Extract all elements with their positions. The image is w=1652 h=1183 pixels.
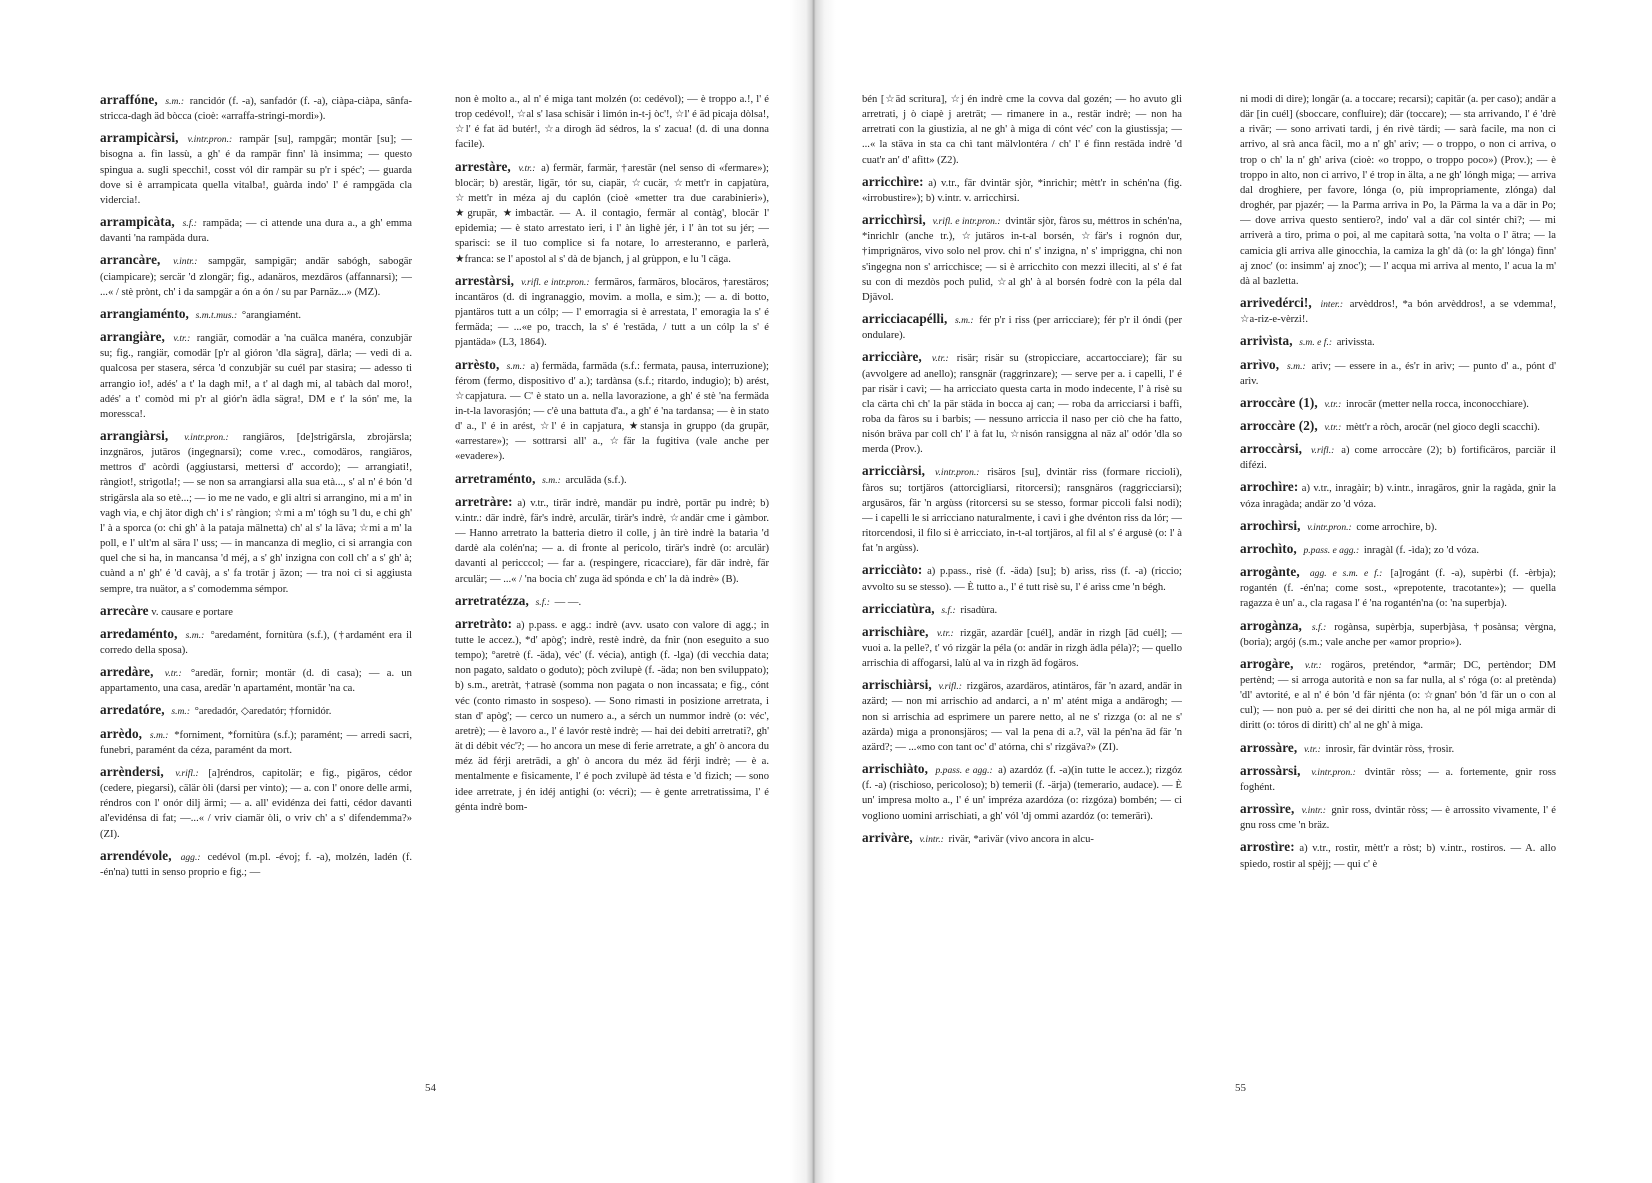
entry-headword: arrischiàto, — [862, 761, 929, 777]
entry-definition: rogäros, preténdor, *armär; DC, pertèndor; DM pertènd; — si arroga autorità e non sa far nulla, al s' róga (o: al pretènda) 'dl' avtorité, e al n' é bón 'd fär njénta (o: ☆gnan' bón 'd fär un o con al cul); — non può a. per sé dei diritti che non ha, al ne pól miga armär di diritt (o: tóros di diritt) ch' al ne gh' à miga. — [1240, 659, 1556, 732]
left-page — [0, 0, 812, 1183]
entry-definition: dvintär sjòr, fàros su, méttros in schén'na, *inrichlr (anche tr.), ☆jutäros in-t-al borsén, ☆fär's i rognón dur, †imprignäros, vivo solo nel prov. chi n' s' inzigna, n' s' impriggna, chi non s'ingegna non s' arricchisce; — si è arricchito con mezzi illeciti, al s' é fat su con di mezdòs poch pulìd, ☆al gh' à al borsén fodrè con la péla dal Djävol. — [862, 216, 1182, 303]
entry-part-of-speech: agg. e s.m. e f.: — [1309, 568, 1383, 580]
entry-headword: arrossàrsi, — [1240, 762, 1301, 778]
entry-definition: arìv; — essere in a., és'r in arìv; — punto d' a., pónt d' arìv. — [1240, 360, 1556, 387]
entry-headword: arrostìre: — [1240, 839, 1295, 855]
entry-headword: arrivàre, — [862, 829, 913, 845]
dictionary-entry — [1240, 357, 1556, 389]
entry-part-of-speech: s.f.: — [535, 596, 550, 608]
entry-part-of-speech: v.rifl. e intr.pron.: — [932, 216, 1001, 228]
dictionary-entry — [862, 92, 1182, 168]
dictionary-entry — [862, 761, 1182, 824]
entry-definition: °aredär, fornìr; montär (d. di casa); — a. un appartamento, una casa, aredär 'n apartamént, montär 'na ca. — [100, 668, 412, 695]
entry-part-of-speech: p.pass. e agg.: — [1303, 544, 1360, 556]
entry-part-of-speech: s.f.: — [1311, 621, 1327, 633]
entry-headword: arrèsto, — [455, 356, 500, 372]
dictionary-entry — [100, 214, 412, 246]
dictionary-entry — [455, 357, 769, 465]
dictionary-entry — [1240, 740, 1556, 757]
entry-definition: risadùra. — [960, 604, 998, 616]
entry-definition: dvintär ròss; — a. fortemente, gnìr ross foghént. — [1240, 766, 1556, 793]
entry-headword: arredaménto, — [100, 625, 178, 641]
entry-headword: arricciàto: — [862, 562, 923, 578]
entry-definition: inrosìr, fär dvintär ròss, †rosìr. — [1325, 743, 1455, 755]
dictionary-entry — [1240, 763, 1556, 795]
dictionary-column — [862, 92, 1182, 1072]
dictionary-entry — [862, 311, 1182, 343]
dictionary-entry — [1240, 418, 1556, 435]
entry-definition: [a]réndros, capitolär; e fig., pigäros, cédor (cedere, piegarsi), cälär òli (darsi per vinto); — a. con l' onore delle armi, réndros con l' onór dilj ärmi; — a. all' evidénza dei fatti, cédor davanti al'evidénsa di fat; —...« / vriv ciamär òli, o vriv ch' a s' difendemma?» (ZI). — [100, 767, 412, 840]
entry-definition: a) p.pass., risè (f. -äda) [su]; b) arìss, rìss (f. -a) (riccio; avvolto su se stesso). — È tutto a., l' é tutt risè su, l' é arìss cme 'n bégh. — [862, 566, 1182, 593]
entry-definition: a) p.pass. e agg.: indrè (avv. usato con valore di agg.; in tutte le accez.), *d' apòg'; indrè, restè indrè, da fnìr (non eseguito a suo tempo); °aretrè (f. -äda), véc' (f. vécia), antìgh (f. -lga) (di vecchia data; non pagato, saldato o goduto); pòch zvilupè (f. -äda; non ben sviluppato); b) s.m., aretràt, †atrasè (somma non pagata o non incassata; e fig., cónt véc (conto rimasto in sospeso). — Sono rimasti in posizione arretrata, i stan d' apòg'; — cerco un numero a., a sérch un nummor indrè (o: véc', aretrè); — è lavoro a., l' é lavór restè indrè; — hai dei debiti arretrati?, gh' ät di débit véc'?; — ho ancora un mese di ferie arretrate, a gh' ò ancora du méz äd férji areträdi, a gh' ò ancora du méz äd férji indrè; — è a. mentalmente e fisicamente, l' é poch zvilupè äd tésta e 'd fizich; — sono idee arretrate, j én idéj antighi (o: vécri); — è gente arretratissima, l' é génta indrè bom- — [455, 619, 769, 813]
entry-headword: arrangiàrsi, — [100, 427, 169, 443]
entry-headword: arricciatùra, — [862, 600, 935, 616]
entry-definition: cedévol (m.pl. -évoj; f. -a), molzén, ladén (f. -én'na) tutti in senso proprio e fig.; — — [100, 851, 412, 878]
entry-definition: a) fermär, farmär, †arestär (nel senso di «fermare»); blocär; b) arestär, ligär, tór su, ciapär, ☆cucär, ☆mett'r in capjatùra, ☆mett'r in méza aj du caplón (cioè «metter tra due carabinieri»), ★grupär, ★imbactär. — A. il contagio, fermär al contàg', blocär l' epidemìa; — è stato arrestato ieri, i l' àn lighè jér, i l' àn tot su jér; — sparisci: se il tuo complice si fa notare, lo arresteranno, e parlerà, ★franca: se l' apostol al s' dà de bjanch, j al grùppon, e lu 'l cäga. — [455, 162, 769, 265]
entry-definition: rangiär, comodär a 'na cuälca manéra, conzubjär su; fig., rangiär, comodär [p'r al gióron 'dla sägra], därla; — vedi di a. qualcosa per stasera, sérca 'd conzubjär su cuél par stasira; — adesso ti arrangio io!, adés' a t' la dagh mi!, a t' al dagh mi, al tabàch dal moro!, adés' a t' comòd mi p'r al giór'n ädla sägra!, DM e t' la són' me, la moressca!. — [100, 333, 412, 420]
dictionary-entry — [455, 593, 769, 610]
entry-definition: a) v.tr., tirär indrè, mandär pu indrè, portär pu indrè; b) v.intr.: där indrè, fär's indrè, arculär, tirär's indrè, ☆andär cme i gàmbor. — Hanno arretrato la batteria dietro il colle, j àn tirè indrè la batarìa 'd dardè ala colén'na; — a. di fronte al pericolo, tirär's indrè (o: arculär) davanti al pericccol; — far a. (respingere, ricacciare), fär där indrè, fär arculär; — ...« / 'na bocia ch' zuga äd spónda e ch' la dà indrè» (B). — [455, 497, 769, 585]
entry-part-of-speech: v.tr.: — [1303, 743, 1321, 755]
entry-part-of-speech: inter.: — [1320, 299, 1344, 311]
dictionary-entry — [1240, 839, 1556, 871]
dictionary-entry — [862, 174, 1182, 206]
entry-definition: rangiäros, [de]strigärsla, zbrojärsla; inzgnäros, jutäros (ingegnarsi); come v.rec., comodäros, rangiäros, mettros d' acòrdi (aggiustarsi, mettersi d' accordo); — arrangiati!, ràngiot!, strìgotla!; — se non sa arrangiarsi alla sua età..., s' al n' é bón 'd strigärsla ala so etè...; — io me ne vado, e gli altri si arrangino, mi a m' in vagh via, e chj ätor digh ch' i s' ràngion; ☆mi a m' tógh su 'l du, e chi gh' l' à a sporca (o: chi gh' à la pataja mälnetta) ch' al s' la läva; ☆mi a m' la poll, e l' ult'm al sära l' uss; — in mancanza di meglio, ci si arrangia con quel che si ha, in mancansa 'd méj, a s' gh' inzigna con coll ch' a s' gh' à; cuànd a n' gh' é 'd cavàj, a s' fa trotär j äzon; — tra noi ci si aggiusta sempre, tra nuätor, a s' comodemma sémpor. — [100, 431, 412, 595]
entry-definition: [a]rogánt (f. -a), supèrbi (f. -èrbja); rogantén (f. -én'na; come sost., «prepotente, tracotante»); — quella ragazza è un' a., cla ragasa l' é 'na rogantén'na (o: 'na superbja). — [1240, 568, 1556, 610]
dictionary-entry — [100, 306, 412, 323]
entry-headword: arrancàre, — [100, 252, 161, 268]
dictionary-entry — [100, 626, 412, 658]
dictionary-entry — [100, 329, 412, 422]
entry-definition: rampäda; — ci attende una dura a., a gh' emma davanti 'na rampäda dura. — [100, 218, 412, 245]
entry-part-of-speech: v.intr.pron.: — [187, 134, 233, 146]
entry-headword: arricciacapélli, — [862, 311, 948, 327]
entry-headword: arrestàrsi, — [455, 272, 515, 288]
entry-definition: *forniment, *fornitùra (s.f.); paramént; — arredi sacri, funebri, paramént da céza, paramént da mort. — [100, 729, 412, 756]
dictionary-entry — [100, 252, 412, 299]
entry-headword: arroccàre (1), — [1240, 394, 1318, 410]
entry-definition: a) v.tr., inragàir; b) v.intr., inragäros, gnìr la ragàda, gnìr la vóza inragàda; andär zo 'd vóza. — [1240, 483, 1556, 510]
entry-definition: rampär [su], rampgär; montär [su]; — bisogna a. fin lassù, a gh' é da rampär finn' là insimma; — questo spingua a. sugli specchi!, cosst vól dir rampär su p'r i spéc'; — guarda dove si è arrampicata quella vitalba!, guàrda indo' l' é rampgäda cla vidercia!. — [100, 134, 412, 206]
dictionary-entry — [455, 273, 769, 351]
entry-definition: rancidór (f. -a), sanfadór (f. -a), ciàpa-ciàpa, sânfa-stricca-dagh äd bòcca (cioè: «arraffa-stringi-mordi»). — [100, 96, 412, 123]
dictionary-column — [455, 92, 769, 1072]
entry-headword: arricciàre, — [862, 349, 922, 365]
entry-headword: arrossàre, — [1240, 739, 1298, 755]
dictionary-entry — [455, 471, 769, 488]
entry-definition: a) v.tr., rostìr, mètt'r a ròst; b) v.intr., rostiros. — A. allo spiedo, rostìr al spèjj; — qui c' è — [1240, 843, 1556, 870]
dictionary-entry — [1240, 479, 1556, 511]
entry-definition: a) fermäda, farmäda (s.f.: fermata, pausa, interruzione); férom (fermo, dispositivo d' a.); tardànsa (s.f.; ritardo, indugio); b) arést, ☆capjatura. — C' è stato un a. nella lavorazione, a gh' é stè 'na fermäda in-t-la lavorasjón; — c'è una battuta d'a., a gh' é 'na tardansa; — è in stato d' a., l' é in arést, ☆l' é in capjatura, ★stansja in gruppo (da grupär, «arrestare»); — sottrarsi all' a., ☆fär la fugitiva (vale anche per «evadere»). — [455, 360, 769, 463]
dictionary-entry — [455, 92, 769, 153]
entry-part-of-speech: s.m.: — [506, 360, 526, 372]
entry-headword: arrangiaménto, — [100, 305, 189, 321]
entry-headword: arredàre, — [100, 664, 154, 680]
entry-definition: arculäda (s.f.). — [565, 474, 627, 486]
entry-headword: arrischiàrsi, — [862, 677, 932, 693]
entry-headword: arrochìto, — [1240, 540, 1297, 556]
entry-headword: arretratézza, — [455, 592, 529, 608]
entry-headword: arretràre: — [455, 493, 513, 509]
dictionary-entry — [862, 624, 1182, 671]
entry-part-of-speech: s.f.: — [941, 604, 956, 616]
entry-part-of-speech: v.tr.: — [931, 353, 949, 365]
entry-part-of-speech: v.intr.pron.: — [1311, 766, 1356, 778]
entry-headword: arrèndersi, — [100, 763, 164, 779]
entry-part-of-speech: s.m.: — [185, 629, 205, 641]
dictionary-entry — [1240, 441, 1556, 473]
entry-definition: v. causare e portare — [151, 606, 233, 618]
entry-definition: rizgäros, azardäros, atintäros, fär 'n azard, andär in azärd; — non mi arrischio ad andarci, a n' m' atént miga a andärogh; — non si arrischia ad esprimere un parere netto, al ne s' rizzga (o: al ne s' azärda) miga a pronons​järos; — val la pena di a.?, väl la pén'na äd fär 'n azärd?; — ...«mo con tant oc' d' atórna, chi s' rizgäva?» (ZI). — [862, 681, 1182, 753]
entry-part-of-speech: v.tr.: — [1324, 421, 1342, 433]
entry-definition: risäros [su], dvintär riss (formare riccioli), fàros su; tortjäros (attorcigliarsi, ritorcersi); ransgnäros (raggricciarsi); argusäros, fär 'n argùss (ritorcersi su se stesso, formar piccoli falsi nodi); — i capelli le si arricciano naturalmente, i cavì i ghe dvénton riss da lór; — ritorcendosi, il filo si è arricciato, in-t-al tortjäros, al fil al s' é argusè (o: l' à fat 'n argùss). — [862, 467, 1182, 555]
entry-definition: bén [☆äd scritura], ☆j én indrè cme la covva dal gozén; — ho avuto gli arretrati, j ò ciapè j areträt; — rimanere in a., restär indrè; — non ha arretrati con la giustizia, al ne gh' à miga di cónt véc' con la giustissja; — ...« la stäva in sta ca chì tant mälvlontéra / ch' l' é finn restäda indrè 'd cuat'r an' d' afitt» (Z2). — [862, 94, 1182, 166]
entry-headword: arrischiàre, — [862, 623, 929, 639]
entry-definition: gnìr ross, dvintär ròss; — è arrossito vivamente, l' é gnu ross cme 'n bräz. — [1240, 805, 1556, 832]
dictionary-column — [100, 92, 412, 1072]
entry-part-of-speech: s.m.: — [171, 706, 191, 718]
dictionary-entry — [1240, 541, 1556, 558]
page-number: 54 — [425, 1082, 436, 1094]
entry-definition: °aredadór, ◇aredatór; †fornidór. — [194, 706, 332, 718]
entry-part-of-speech: v.tr.: — [173, 333, 191, 345]
entry-definition: come arrochìre, b). — [1356, 521, 1437, 533]
entry-headword: arrampicàta, — [100, 214, 175, 230]
dictionary-entry — [1240, 564, 1556, 611]
entry-part-of-speech: v.intr.pron.: — [1307, 521, 1352, 533]
dictionary-entry — [100, 726, 412, 758]
entry-part-of-speech: s.m.: — [954, 315, 974, 327]
entry-definition: °aredamént, fornitùra (s.f.), (†ardamént era il corredo della sposa). — [100, 629, 412, 656]
entry-part-of-speech: s.m.: — [1287, 360, 1306, 372]
entry-definition: mètt'r a ròch, arocär (nel gioco degli scacchi). — [1345, 421, 1540, 433]
dictionary-entry — [100, 603, 412, 620]
entry-part-of-speech: s.m.: — [149, 729, 169, 741]
entry-part-of-speech: agg.: — [180, 851, 201, 863]
dictionary-entry — [1240, 295, 1556, 327]
entry-part-of-speech: v.tr.: — [1324, 398, 1342, 410]
dictionary-entry — [1240, 92, 1556, 289]
entry-part-of-speech: s.m.t.mus.: — [195, 309, 238, 321]
entry-headword: arroccàrsi, — [1240, 441, 1303, 457]
entry-definition: fér p'r i riss (per arricciare); fér p'r il óndi (per ondulare). — [862, 315, 1182, 342]
entry-headword: arrendévole, — [100, 847, 172, 863]
dictionary-entry — [100, 848, 412, 880]
entry-part-of-speech: v.tr.: — [936, 627, 954, 639]
dictionary-entry — [862, 212, 1182, 305]
entry-headword: arrogànza, — [1240, 617, 1302, 633]
entry-definition: inrocär (metter nella rocca, inconocchiare). — [1345, 398, 1529, 410]
entry-definition: rogànsa, supèrbja, superbjàsa, †posànsa; vèrgna, (boria); argój (s.m.; vale anche per «amor proprio»). — [1240, 621, 1556, 648]
dictionary-entry — [1240, 395, 1556, 412]
dictionary-entry — [862, 349, 1182, 457]
entry-part-of-speech: v.tr.: — [518, 162, 536, 174]
entry-headword: arrecàre — [100, 602, 149, 618]
entry-definition: — —. — [554, 596, 582, 608]
dictionary-entry — [1240, 518, 1556, 535]
entry-headword: arricciàrsi, — [862, 463, 926, 479]
entry-part-of-speech: v.tr.: — [164, 668, 182, 680]
entry-part-of-speech: v.rifl.: — [1311, 445, 1335, 457]
entry-definition: sampgär, sampigär; andär sabógh, sabogär (ciampicare); sercär 'd zlongär; fig., adanäros, mezdäros (affannarsi); — ...« / stè prònt, ch' i da sampgär a ón a ón / su par Parnäz...» (MZ). — [100, 256, 412, 298]
entry-definition: °arangiamént. — [241, 309, 302, 321]
entry-part-of-speech: s.m.: — [165, 96, 185, 107]
entry-part-of-speech: s.f.: — [182, 218, 197, 230]
entry-part-of-speech: s.m.: — [542, 474, 561, 486]
entry-headword: arrèdo, — [100, 725, 143, 741]
dictionary-entry — [862, 463, 1182, 556]
entry-part-of-speech: p.pass. e agg.: — [935, 765, 993, 777]
entry-headword: arrangiàre, — [100, 329, 165, 345]
dictionary-entry — [862, 562, 1182, 594]
dictionary-entry — [100, 92, 412, 124]
entry-part-of-speech: v.intr.pron.: — [934, 467, 980, 479]
entry-definition: risär; risär su (stropicciare, accartocciare); fär su (avvolgere ad anello); ransgnär (raggrinzare); — serve per a. i capelli, l' é par risär i cavì; — ha arricciato questa carta in modo indecente, l' à risè su cla cärta chì ch' la pär städa in bocca aj can; — roba da arricciarsi i baffi, roba da fàros su i barbis; — nessuno arriccia il naso per ciò che ha fatto, nisón bräva par coll ch' l' à fat lu, ☆nisón ransiggna al näz al' odór 'dla so merda (Prov.). — [862, 353, 1182, 456]
entry-part-of-speech: v.intr.: — [173, 256, 198, 268]
entry-headword: arrochìrsi, — [1240, 517, 1301, 533]
entry-headword: arrivìsta, — [1240, 333, 1293, 349]
entry-headword: arretraménto, — [455, 470, 536, 486]
entry-headword: arrogànte, — [1240, 564, 1300, 580]
entry-definition: rivär, *arivär (vivo ancora in alcu- — [948, 833, 1094, 845]
dictionary-entry — [1240, 618, 1556, 650]
entry-part-of-speech: s.m. e f.: — [1299, 337, 1333, 349]
entry-definition: arivissta. — [1336, 337, 1375, 349]
dictionary-entry — [455, 494, 769, 587]
entry-part-of-speech: v.intr.: — [1301, 805, 1327, 817]
dictionary-entry — [862, 677, 1182, 755]
entry-definition: arvèddros!, *a bón arvèddros!, a se vdemma!, ☆a-riz-e-vèrzi!. — [1240, 299, 1556, 326]
entry-headword: arricchìre: — [862, 173, 924, 189]
dictionary-entry — [455, 159, 769, 267]
dictionary-entry — [455, 616, 769, 815]
dictionary-entry — [862, 830, 1182, 847]
entry-part-of-speech: v.intr.: — [919, 833, 944, 845]
entry-headword: arrochìre: — [1240, 479, 1299, 495]
dictionary-entry — [100, 428, 412, 597]
entry-definition: a) azardóz (f. -a)(in tutte le accez.); rizgóz (f. -a) (rischioso, pericoloso); b) temerìi (f. -ärja) (temerario, audace). — È un' impresa molto a., l' é un' impréza azardóza (o: rizgóza) bombén; — ci vogliono uomini arrischiati, a gh' vól 'dj ommi azardóz (o: temerärì). — [862, 765, 1182, 822]
entry-definition: inragàl (f. -ìda); zo 'd vóza. — [1363, 544, 1479, 556]
dictionary-entry — [100, 664, 412, 696]
entry-headword: arrìvo, — [1240, 356, 1280, 372]
entry-headword: arrampicàrsi, — [100, 130, 179, 146]
entry-definition: rizgär, azardär [cuél], andär in rizgh [äd cuél]; — vuoi a. la pelle?, t' vó rizgär la péla (o: andär in rizgh ädla péla)?; — quello arrischia di affogarsi, lalù al va in rizgh äd fogäros. — [862, 627, 1182, 670]
book-gutter — [790, 0, 836, 1183]
entry-headword: arrivedérci!, — [1240, 295, 1312, 311]
entry-definition: non è molto a., al n' é miga tant molzén (o: cedévol); — è troppo a.!, l' é trop cedévol!, ☆al s' lasa schisär i limón in-t-j òc'!, ☆l' é äd picaja dòlsa!, ☆l' é fat äd butér!, ☆a dirogh äd sédros, la s' zacua! (d. di una donna facile). — [455, 94, 769, 151]
entry-headword: arrogàre, — [1240, 655, 1294, 671]
dictionary-entry — [100, 130, 412, 208]
dictionary-entry — [862, 601, 1182, 618]
entry-part-of-speech: v.intr.pron.: — [184, 431, 229, 443]
entry-part-of-speech: v.rifl.: — [175, 767, 199, 779]
entry-definition: a) come arroccàre (2); b) fortificäros, parciär il difézi. — [1240, 445, 1556, 472]
entry-headword: arretràto: — [455, 615, 513, 631]
dictionary-entry — [100, 764, 412, 842]
dictionary-entry — [1240, 333, 1556, 350]
dictionary-entry — [100, 702, 412, 719]
entry-headword: arroccàre (2), — [1240, 417, 1318, 433]
dictionary-column — [1240, 92, 1556, 1072]
entry-headword: arredatóre, — [100, 702, 165, 718]
entry-definition: ni modi di dire); longär (a. a toccare; recarsi); capitär (a. per caso); andär a där [in cuél] (sboccare, confluire); där (toccare); — sta arrivando, l' é 'drè a rivär; — sono arrivati tardi, j én rivè tärdi; — sarà facile, ma non ci arrivo, al srà anca fàcil, mo a n' gh' ariv; — o troppo, o non ci arriva, o trop o ch' la n' gh' ariva (cioè: «o troppo, o troppo poco») (Prov.); — è troppo in alto, non ci arrivo, l' é trop in älta, a ne gh' lóngh miga; — arriva dal droghiere, per favore, lónga (o, più impropriamente, zlónga) dal droghér, par pjazér; — la Parma arriva in Po, la Pärma la va a där in Po; — dove arriva questo sentiero?, indo' val a där col sintér chì?; — mi arriverà a tiro, prima o poi, al me capitarà sotta, 'na volta o l' ätra; — la camicia gli arriva alle ginocchia, la camiza la gh' dà (o: la gh' lónga) finn' aj znoc' (o: insimm' aj znoc'); — l' acqua mi arriva al mento, l' acua la m' dà al bazletta. — [1240, 94, 1556, 287]
dictionary-entry — [1240, 801, 1556, 833]
entry-part-of-speech: v.rifl.: — [938, 681, 962, 693]
dictionary-entry — [1240, 656, 1556, 734]
entry-headword: arraffóne, — [100, 92, 158, 107]
entry-definition: fermäros, farmäros, blocäros, †arestäros; incantäros (d. di ingranaggio, movim. a molla, e sim.); — a. di botto, pjantäros tutt a un cólp; — l' emorragia si è arrestata, l' emoragìa la s' é fermäda; — ...«e po, tracch, la s' é 'restäda, / tutt a un cólp la s' é pjantäda» (L3, 1864). — [455, 276, 769, 349]
entry-headword: arricchìrsi, — [862, 212, 926, 228]
entry-part-of-speech: v.rifl. e intr.pron.: — [521, 276, 590, 288]
entry-headword: arrestàre, — [455, 158, 511, 174]
entry-part-of-speech: v.tr.: — [1304, 659, 1322, 671]
entry-definition: a) v.tr., fär dvintär sjòr, *inrichìr; mètt'r in schén'na (fig. «irrobustire»); b) v.intr. v. arricchìrsi. — [862, 177, 1182, 204]
page-number: 55 — [1235, 1082, 1246, 1094]
entry-headword: arrossìre, — [1240, 801, 1295, 817]
